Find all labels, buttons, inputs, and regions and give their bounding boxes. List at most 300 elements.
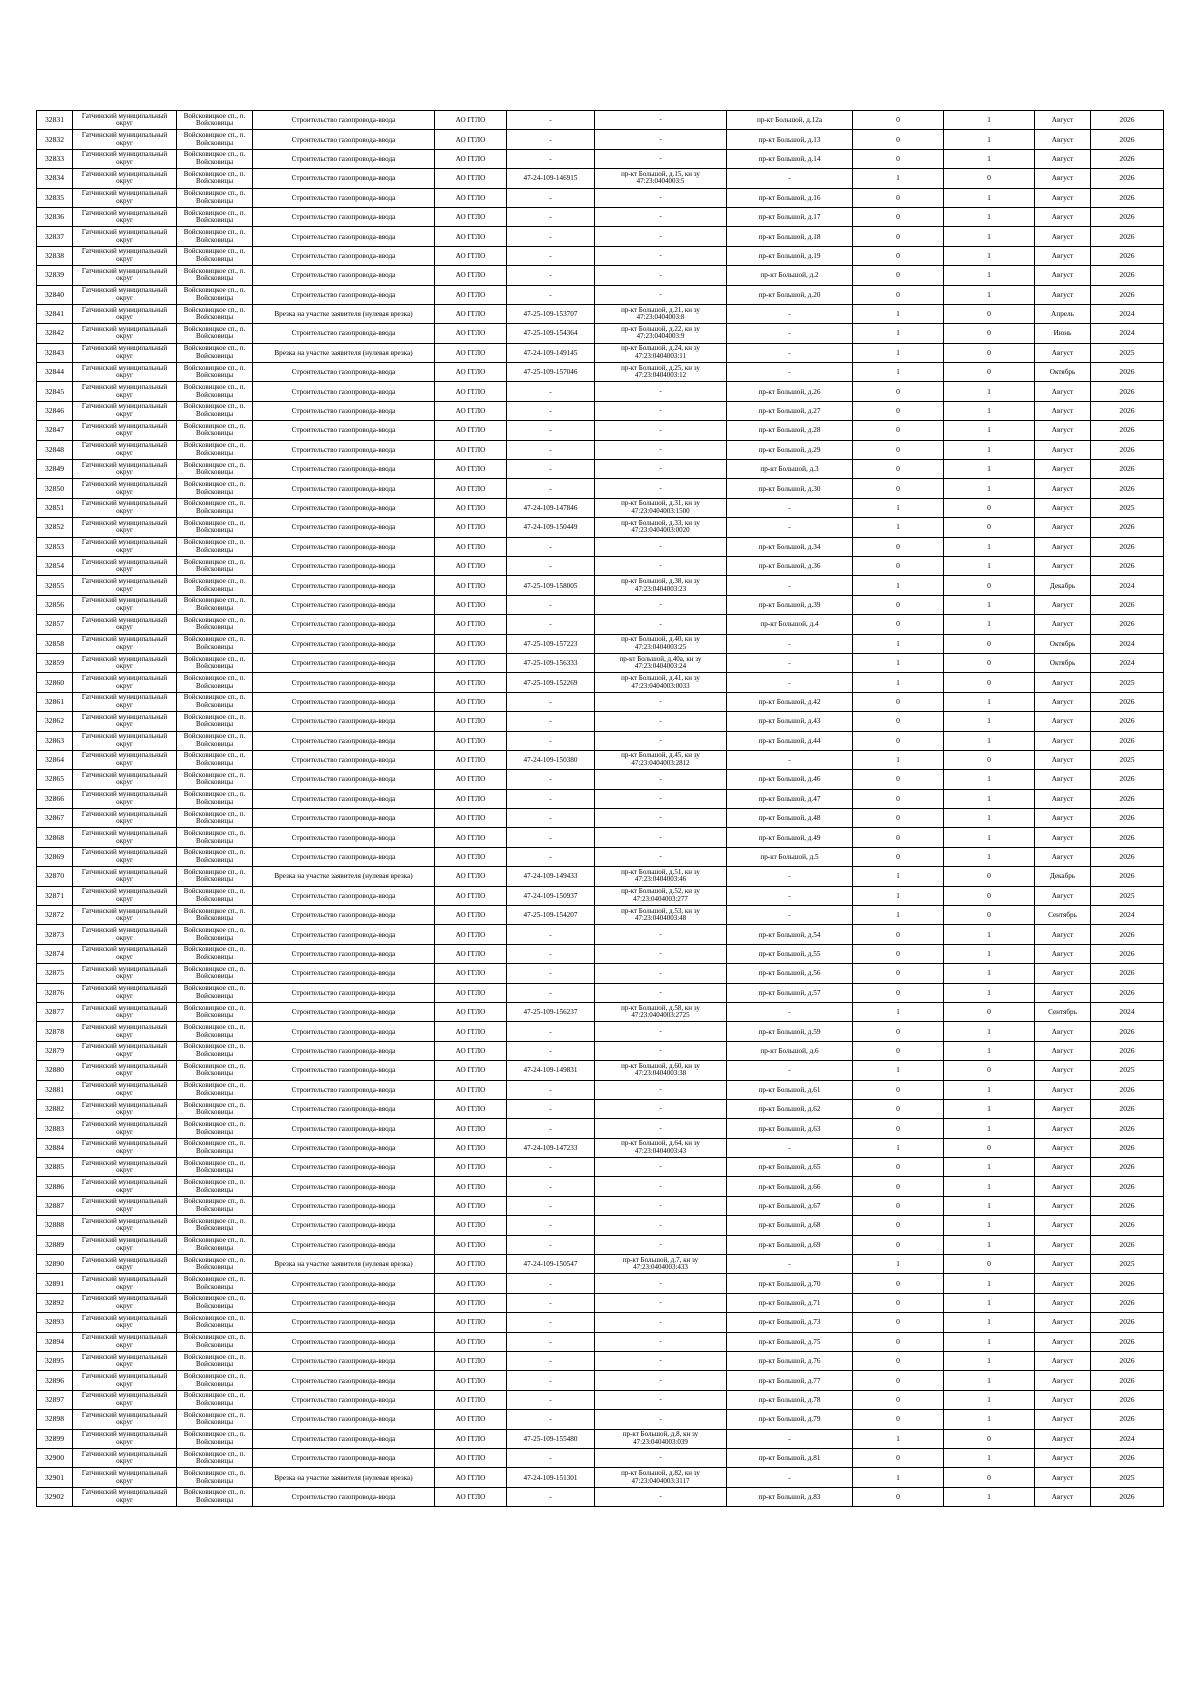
table-row — [37, 1196, 1164, 1215]
cell-work-type: Строительство газопровода-ввода — [253, 382, 435, 401]
cell-district: Гатчинский муниципальный округ — [73, 847, 177, 866]
cell-object-address: пр-кт Большой, д.39 — [727, 595, 853, 614]
cell-applicant-address: пр-кт Большой, д.24, кн зу 47:23:0404003:11 — [595, 343, 727, 362]
cell-count-b: 1 — [944, 1410, 1035, 1429]
cell-count-b: 1 — [944, 1293, 1035, 1312]
table-row — [37, 1002, 1164, 1021]
cell-count-b: 1 — [944, 1313, 1035, 1332]
cell-object-address: - — [727, 886, 853, 905]
table-row — [37, 401, 1164, 420]
cell-district: Гатчинский муниципальный округ — [73, 498, 177, 517]
cell-applicant-address: - — [595, 1080, 727, 1099]
cell-work-type: Строительство газопровода-ввода — [253, 964, 435, 983]
cell-month: Август — [1035, 169, 1091, 188]
cell-row-number: 32878 — [37, 1022, 73, 1041]
table-row — [37, 1119, 1164, 1138]
cell-application-number: - — [507, 712, 595, 731]
cell-year: 2026 — [1091, 169, 1164, 188]
cell-count-b: 1 — [944, 1041, 1035, 1060]
cell-count-b: 1 — [944, 537, 1035, 556]
cell-applicant-address: - — [595, 847, 727, 866]
cell-count-a: 0 — [853, 1099, 944, 1118]
cell-year: 2024 — [1091, 1429, 1164, 1448]
cell-settlement: Войсковицкое сп., п. Войсковицы — [177, 964, 253, 983]
table-row — [37, 1468, 1164, 1487]
cell-row-number: 32833 — [37, 149, 73, 168]
cell-settlement: Войсковицкое сп., п. Войсковицы — [177, 1196, 253, 1215]
cell-work-type: Строительство газопровода-ввода — [253, 1429, 435, 1448]
cell-district: Гатчинский муниципальный округ — [73, 207, 177, 226]
cell-count-b: 0 — [944, 906, 1035, 925]
cell-object-address: пр-кт Большой, д.26 — [727, 382, 853, 401]
cell-count-a: 0 — [853, 692, 944, 711]
cell-organization: АО ГГЛО — [435, 304, 507, 323]
cell-count-a: 1 — [853, 906, 944, 925]
table-row — [37, 1216, 1164, 1235]
cell-year: 2025 — [1091, 1255, 1164, 1274]
cell-district: Гатчинский муниципальный округ — [73, 809, 177, 828]
table-row — [37, 1274, 1164, 1293]
cell-settlement: Войсковицкое сп., п. Войсковицы — [177, 712, 253, 731]
cell-count-b: 1 — [944, 770, 1035, 789]
cell-count-b: 1 — [944, 828, 1035, 847]
cell-year: 2026 — [1091, 1332, 1164, 1351]
cell-organization: АО ГГЛО — [435, 207, 507, 226]
cell-month: Август — [1035, 1390, 1091, 1409]
cell-district: Гатчинский муниципальный округ — [73, 343, 177, 362]
cell-work-type: Строительство газопровода-ввода — [253, 576, 435, 595]
cell-row-number: 32863 — [37, 731, 73, 750]
table-row — [37, 1158, 1164, 1177]
cell-organization: АО ГГЛО — [435, 518, 507, 537]
cell-work-type: Строительство газопровода-ввода — [253, 809, 435, 828]
cell-year: 2026 — [1091, 615, 1164, 634]
table-row — [37, 304, 1164, 323]
cell-settlement: Войсковицкое сп., п. Войсковицы — [177, 692, 253, 711]
cell-month: Август — [1035, 944, 1091, 963]
cell-row-number: 32843 — [37, 343, 73, 362]
cell-object-address: - — [727, 673, 853, 692]
cell-row-number: 32901 — [37, 1468, 73, 1487]
cell-applicant-address: пр-кт Большой, д.38, кн зу 47:23:0404003:23 — [595, 576, 727, 595]
cell-applicant-address: пр-кт Большой, д.45, кн зу 47:23:0404003:2812 — [595, 750, 727, 769]
cell-district: Гатчинский муниципальный округ — [73, 460, 177, 479]
cell-month: Август — [1035, 518, 1091, 537]
cell-row-number: 32850 — [37, 479, 73, 498]
cell-object-address: пр-кт Большой, д.76 — [727, 1352, 853, 1371]
cell-year: 2026 — [1091, 363, 1164, 382]
cell-organization: АО ГГЛО — [435, 1332, 507, 1351]
cell-work-type: Строительство газопровода-ввода — [253, 1022, 435, 1041]
cell-district: Гатчинский муниципальный округ — [73, 401, 177, 420]
cell-district: Гатчинский муниципальный округ — [73, 673, 177, 692]
cell-application-number: - — [507, 285, 595, 304]
cell-work-type: Строительство газопровода-ввода — [253, 227, 435, 246]
cell-applicant-address: пр-кт Большой, д.64, кн зу 47:23:0404003:43 — [595, 1138, 727, 1157]
table-row — [37, 750, 1164, 769]
cell-year: 2026 — [1091, 556, 1164, 575]
cell-month: Август — [1035, 207, 1091, 226]
cell-work-type: Строительство газопровода-ввода — [253, 1061, 435, 1080]
cell-organization: АО ГГЛО — [435, 188, 507, 207]
table-row — [37, 285, 1164, 304]
cell-district: Гатчинский муниципальный округ — [73, 1332, 177, 1351]
cell-object-address: пр-кт Большой, д.2 — [727, 266, 853, 285]
cell-application-number: - — [507, 1041, 595, 1060]
cell-work-type: Строительство газопровода-ввода — [253, 518, 435, 537]
cell-count-a: 0 — [853, 285, 944, 304]
cell-year: 2026 — [1091, 1216, 1164, 1235]
table-row — [37, 479, 1164, 498]
cell-application-number: 47-24-109-150937 — [507, 886, 595, 905]
cell-application-number: 47-25-109-156237 — [507, 1002, 595, 1021]
cell-applicant-address: - — [595, 401, 727, 420]
cell-row-number: 32834 — [37, 169, 73, 188]
cell-month: Август — [1035, 1138, 1091, 1157]
cell-work-type: Строительство газопровода-ввода — [253, 1487, 435, 1506]
cell-work-type: Строительство газопровода-ввода — [253, 906, 435, 925]
cell-row-number: 32848 — [37, 440, 73, 459]
cell-object-address: пр-кт Большой, д.18 — [727, 227, 853, 246]
cell-row-number: 32888 — [37, 1216, 73, 1235]
table-row — [37, 944, 1164, 963]
cell-count-a: 1 — [853, 169, 944, 188]
cell-organization: АО ГГЛО — [435, 692, 507, 711]
cell-organization: АО ГГЛО — [435, 1429, 507, 1448]
cell-object-address: - — [727, 498, 853, 517]
cell-row-number: 32832 — [37, 130, 73, 149]
table-row — [37, 653, 1164, 672]
cell-applicant-address: - — [595, 770, 727, 789]
cell-application-number: - — [507, 925, 595, 944]
cell-organization: АО ГГЛО — [435, 1313, 507, 1332]
cell-application-number: - — [507, 130, 595, 149]
cell-month: Сентябрь — [1035, 906, 1091, 925]
cell-row-number: 32881 — [37, 1080, 73, 1099]
cell-settlement: Войсковицкое сп., п. Войсковицы — [177, 1487, 253, 1506]
cell-work-type: Строительство газопровода-ввода — [253, 1448, 435, 1467]
cell-organization: АО ГГЛО — [435, 343, 507, 362]
cell-application-number: - — [507, 847, 595, 866]
cell-district: Гатчинский муниципальный округ — [73, 1196, 177, 1215]
cell-object-address: пр-кт Большой, д.19 — [727, 246, 853, 265]
cell-district: Гатчинский муниципальный округ — [73, 1080, 177, 1099]
cell-district: Гатчинский муниципальный округ — [73, 1293, 177, 1312]
cell-row-number: 32869 — [37, 847, 73, 866]
cell-work-type: Строительство газопровода-ввода — [253, 1177, 435, 1196]
cell-object-address: - — [727, 1138, 853, 1157]
cell-month: Август — [1035, 731, 1091, 750]
cell-district: Гатчинский муниципальный округ — [73, 595, 177, 614]
cell-organization: АО ГГЛО — [435, 1468, 507, 1487]
cell-row-number: 32891 — [37, 1274, 73, 1293]
cell-row-number: 32836 — [37, 207, 73, 226]
cell-applicant-address: пр-кт Большой, д.33, кн зу 47:23:0404003:0020 — [595, 518, 727, 537]
cell-month: Август — [1035, 440, 1091, 459]
cell-year: 2026 — [1091, 1099, 1164, 1118]
cell-object-address: пр-кт Большой, д.83 — [727, 1487, 853, 1506]
cell-organization: АО ГГЛО — [435, 460, 507, 479]
cell-applicant-address: - — [595, 285, 727, 304]
table-row — [37, 1352, 1164, 1371]
cell-count-b: 1 — [944, 246, 1035, 265]
cell-count-b: 1 — [944, 1099, 1035, 1118]
cell-district: Гатчинский муниципальный округ — [73, 576, 177, 595]
cell-application-number: - — [507, 1235, 595, 1254]
cell-year: 2024 — [1091, 304, 1164, 323]
cell-work-type: Строительство газопровода-ввода — [253, 1080, 435, 1099]
cell-count-b: 1 — [944, 925, 1035, 944]
cell-applicant-address: - — [595, 712, 727, 731]
cell-application-number: - — [507, 692, 595, 711]
cell-row-number: 32847 — [37, 421, 73, 440]
cell-month: Октябрь — [1035, 634, 1091, 653]
cell-application-number: - — [507, 964, 595, 983]
cell-row-number: 32890 — [37, 1255, 73, 1274]
cell-application-number: - — [507, 770, 595, 789]
cell-count-b: 0 — [944, 343, 1035, 362]
cell-count-b: 0 — [944, 1255, 1035, 1274]
cell-row-number: 32876 — [37, 983, 73, 1002]
cell-applicant-address: - — [595, 595, 727, 614]
table-row — [37, 169, 1164, 188]
cell-row-number: 32877 — [37, 1002, 73, 1021]
cell-organization: АО ГГЛО — [435, 246, 507, 265]
cell-work-type: Строительство газопровода-ввода — [253, 1216, 435, 1235]
cell-month: Август — [1035, 498, 1091, 517]
cell-district: Гатчинский муниципальный округ — [73, 1410, 177, 1429]
cell-month: Август — [1035, 1099, 1091, 1118]
cell-settlement: Войсковицкое сп., п. Войсковицы — [177, 809, 253, 828]
table-row — [37, 925, 1164, 944]
table-row — [37, 1448, 1164, 1467]
cell-count-b: 1 — [944, 1196, 1035, 1215]
cell-work-type: Строительство газопровода-ввода — [253, 634, 435, 653]
cell-object-address: пр-кт Большой, д.79 — [727, 1410, 853, 1429]
cell-object-address: пр-кт Большой, д.57 — [727, 983, 853, 1002]
cell-year: 2026 — [1091, 770, 1164, 789]
cell-organization: АО ГГЛО — [435, 673, 507, 692]
cell-applicant-address: - — [595, 1352, 727, 1371]
cell-settlement: Войсковицкое сп., п. Войсковицы — [177, 1061, 253, 1080]
cell-count-b: 1 — [944, 111, 1035, 130]
cell-work-type: Строительство газопровода-ввода — [253, 653, 435, 672]
cell-object-address: пр-кт Большой, д.43 — [727, 712, 853, 731]
cell-object-address: пр-кт Большой, д.68 — [727, 1216, 853, 1235]
cell-application-number: - — [507, 382, 595, 401]
table-row — [37, 1429, 1164, 1448]
cell-settlement: Войсковицкое сп., п. Войсковицы — [177, 1332, 253, 1351]
cell-count-b: 1 — [944, 227, 1035, 246]
cell-object-address: пр-кт Большой, д.66 — [727, 1177, 853, 1196]
cell-object-address: - — [727, 1061, 853, 1080]
cell-row-number: 32883 — [37, 1119, 73, 1138]
cell-district: Гатчинский муниципальный округ — [73, 285, 177, 304]
cell-work-type: Строительство газопровода-ввода — [253, 1041, 435, 1060]
cell-work-type: Строительство газопровода-ввода — [253, 886, 435, 905]
cell-object-address: пр-кт Большой, д.13 — [727, 130, 853, 149]
cell-organization: АО ГГЛО — [435, 847, 507, 866]
cell-month: Август — [1035, 460, 1091, 479]
cell-count-b: 0 — [944, 169, 1035, 188]
cell-work-type: Строительство газопровода-ввода — [253, 692, 435, 711]
cell-application-number: - — [507, 1177, 595, 1196]
cell-object-address: пр-кт Большой, д.77 — [727, 1371, 853, 1390]
cell-count-a: 0 — [853, 1332, 944, 1351]
cell-row-number: 32862 — [37, 712, 73, 731]
table-row — [37, 1390, 1164, 1409]
cell-work-type: Строительство газопровода-ввода — [253, 188, 435, 207]
cell-district: Гатчинский муниципальный округ — [73, 906, 177, 925]
cell-district: Гатчинский муниципальный округ — [73, 169, 177, 188]
cell-row-number: 32838 — [37, 246, 73, 265]
cell-settlement: Войсковицкое сп., п. Войсковицы — [177, 1274, 253, 1293]
cell-object-address: пр-кт Большой, д.42 — [727, 692, 853, 711]
cell-row-number: 32897 — [37, 1390, 73, 1409]
cell-district: Гатчинский муниципальный округ — [73, 1119, 177, 1138]
cell-applicant-address: пр-кт Большой, д.53, кн зу 47:23:0404003:48 — [595, 906, 727, 925]
cell-month: Август — [1035, 1429, 1091, 1448]
cell-month: Август — [1035, 130, 1091, 149]
cell-count-a: 1 — [853, 1061, 944, 1080]
cell-organization: АО ГГЛО — [435, 1196, 507, 1215]
table-row — [37, 149, 1164, 168]
cell-year: 2025 — [1091, 498, 1164, 517]
cell-year: 2026 — [1091, 285, 1164, 304]
cell-month: Июнь — [1035, 324, 1091, 343]
cell-year: 2026 — [1091, 692, 1164, 711]
table-row — [37, 847, 1164, 866]
cell-application-number: - — [507, 207, 595, 226]
cell-work-type: Строительство газопровода-ввода — [253, 828, 435, 847]
cell-settlement: Войсковицкое сп., п. Войсковицы — [177, 556, 253, 575]
cell-month: Август — [1035, 983, 1091, 1002]
cell-work-type: Строительство газопровода-ввода — [253, 246, 435, 265]
cell-work-type: Строительство газопровода-ввода — [253, 401, 435, 420]
cell-count-a: 0 — [853, 556, 944, 575]
cell-row-number: 32875 — [37, 964, 73, 983]
cell-month: Август — [1035, 343, 1091, 362]
cell-applicant-address: пр-кт Большой, д.41, кн зу 47:23:0404003:0033 — [595, 673, 727, 692]
cell-year: 2026 — [1091, 537, 1164, 556]
cell-object-address: - — [727, 304, 853, 323]
cell-month: Август — [1035, 886, 1091, 905]
cell-count-a: 0 — [853, 1119, 944, 1138]
cell-year: 2026 — [1091, 1158, 1164, 1177]
cell-settlement: Войсковицкое сп., п. Войсковицы — [177, 188, 253, 207]
cell-row-number: 32893 — [37, 1313, 73, 1332]
cell-count-b: 1 — [944, 1235, 1035, 1254]
cell-application-number: 47-24-109-146915 — [507, 169, 595, 188]
cell-count-a: 0 — [853, 537, 944, 556]
cell-applicant-address: - — [595, 828, 727, 847]
cell-applicant-address: пр-кт Большой, д.7, кн зу 47:23:0404003:433 — [595, 1255, 727, 1274]
cell-object-address: - — [727, 750, 853, 769]
cell-count-b: 1 — [944, 1390, 1035, 1409]
cell-district: Гатчинский муниципальный округ — [73, 363, 177, 382]
cell-year: 2025 — [1091, 750, 1164, 769]
cell-count-a: 1 — [853, 324, 944, 343]
cell-count-a: 1 — [853, 867, 944, 886]
cell-settlement: Войсковицкое сп., п. Войсковицы — [177, 169, 253, 188]
cell-work-type: Строительство газопровода-ввода — [253, 1313, 435, 1332]
cell-row-number: 32885 — [37, 1158, 73, 1177]
cell-object-address: пр-кт Большой, д.27 — [727, 401, 853, 420]
cell-settlement: Войсковицкое сп., п. Войсковицы — [177, 1352, 253, 1371]
cell-applicant-address: - — [595, 246, 727, 265]
cell-count-b: 1 — [944, 1080, 1035, 1099]
cell-application-number: 47-24-109-147846 — [507, 498, 595, 517]
cell-year: 2026 — [1091, 809, 1164, 828]
table-row — [37, 1177, 1164, 1196]
cell-row-number: 32874 — [37, 944, 73, 963]
cell-applicant-address: - — [595, 964, 727, 983]
cell-application-number: - — [507, 401, 595, 420]
cell-work-type: Строительство газопровода-ввода — [253, 1410, 435, 1429]
cell-district: Гатчинский муниципальный округ — [73, 692, 177, 711]
cell-month: Август — [1035, 1119, 1091, 1138]
table-row — [37, 188, 1164, 207]
cell-year: 2026 — [1091, 401, 1164, 420]
cell-organization: АО ГГЛО — [435, 1293, 507, 1312]
cell-count-a: 0 — [853, 1410, 944, 1429]
cell-count-a: 0 — [853, 1448, 944, 1467]
cell-object-address: пр-кт Большой, д.3 — [727, 460, 853, 479]
cell-object-address: - — [727, 1429, 853, 1448]
cell-district: Гатчинский муниципальный округ — [73, 789, 177, 808]
cell-row-number: 32902 — [37, 1487, 73, 1506]
cell-settlement: Войсковицкое сп., п. Войсковицы — [177, 595, 253, 614]
cell-applicant-address: - — [595, 421, 727, 440]
cell-row-number: 32898 — [37, 1410, 73, 1429]
cell-year: 2026 — [1091, 1448, 1164, 1467]
cell-district: Гатчинский муниципальный округ — [73, 886, 177, 905]
cell-settlement: Войсковицкое сп., п. Войсковицы — [177, 1119, 253, 1138]
cell-count-b: 0 — [944, 653, 1035, 672]
cell-month: Август — [1035, 1196, 1091, 1215]
cell-organization: АО ГГЛО — [435, 828, 507, 847]
cell-year: 2026 — [1091, 1410, 1164, 1429]
cell-work-type: Строительство газопровода-ввода — [253, 983, 435, 1002]
cell-settlement: Войсковицкое сп., п. Войсковицы — [177, 421, 253, 440]
cell-month: Октябрь — [1035, 363, 1091, 382]
cell-row-number: 32872 — [37, 906, 73, 925]
cell-count-b: 1 — [944, 789, 1035, 808]
cell-applicant-address: - — [595, 1293, 727, 1312]
cell-district: Гатчинский муниципальный округ — [73, 1352, 177, 1371]
cell-year: 2026 — [1091, 1177, 1164, 1196]
cell-count-a: 0 — [853, 440, 944, 459]
cell-settlement: Войсковицкое сп., п. Войсковицы — [177, 1390, 253, 1409]
cell-count-a: 1 — [853, 304, 944, 323]
table-row — [37, 867, 1164, 886]
cell-month: Август — [1035, 556, 1091, 575]
cell-application-number: - — [507, 789, 595, 808]
table-row — [37, 498, 1164, 517]
table-row — [37, 634, 1164, 653]
cell-object-address: пр-кт Большой, д.28 — [727, 421, 853, 440]
cell-district: Гатчинский муниципальный округ — [73, 1255, 177, 1274]
cell-object-address: пр-кт Большой, д.12а — [727, 111, 853, 130]
cell-district: Гатчинский муниципальный округ — [73, 731, 177, 750]
cell-row-number: 32835 — [37, 188, 73, 207]
cell-row-number: 32858 — [37, 634, 73, 653]
cell-row-number: 32831 — [37, 111, 73, 130]
cell-organization: АО ГГЛО — [435, 1448, 507, 1467]
cell-count-b: 1 — [944, 266, 1035, 285]
cell-month: Август — [1035, 712, 1091, 731]
cell-row-number: 32867 — [37, 809, 73, 828]
